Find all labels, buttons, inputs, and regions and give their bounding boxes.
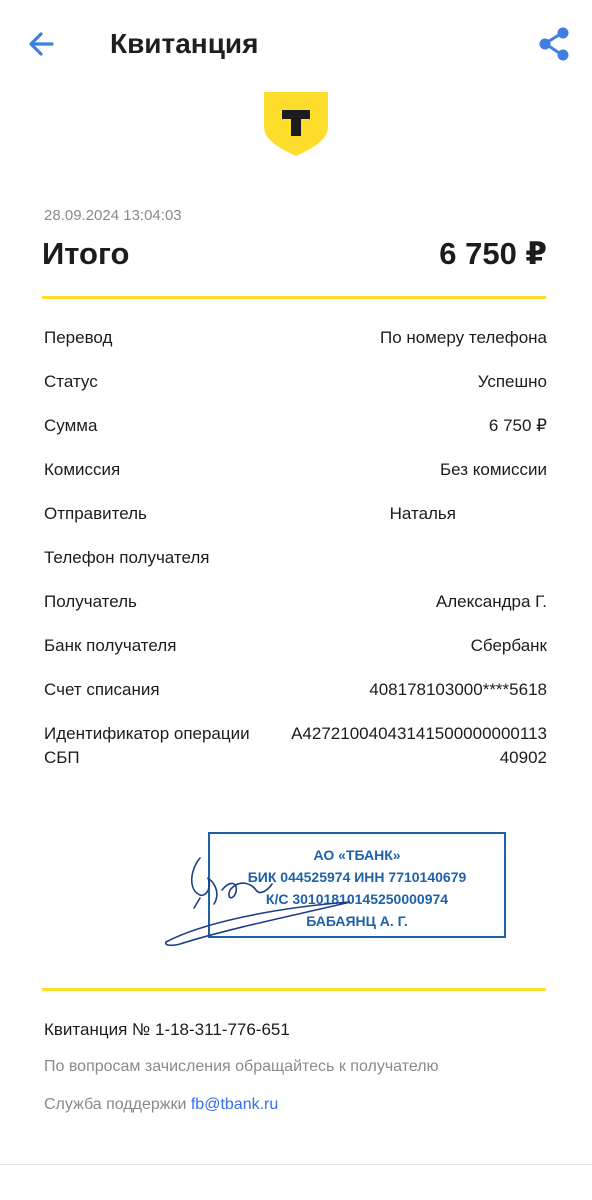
- page-title: Квитанция: [110, 28, 259, 59]
- signature: [160, 850, 360, 960]
- row-value-sbp-id: [291, 722, 547, 770]
- footer-note: По вопросам зачисления обращайтесь к получателю: [44, 1058, 439, 1075]
- share-button[interactable]: [534, 24, 574, 64]
- row-value-recipient: Александра Г.: [435, 592, 547, 611]
- support-email-link[interactable]: fb@tbank.ru: [190, 1096, 279, 1113]
- stamp-correspondent-account: К/С 30101810145250000974: [265, 891, 449, 907]
- divider: [42, 988, 546, 991]
- row-label-sbp-id: [44, 722, 250, 770]
- arrow-left-icon: [24, 26, 60, 62]
- row-value-sbp-id-line2: 40902: [499, 748, 547, 767]
- share-icon: [534, 24, 574, 64]
- row-value-sbp-id-line1: A42721004043141500000000113: [291, 724, 547, 743]
- row-label-recipient-bank: Банк получателя: [44, 636, 177, 655]
- row-value-debit-account: 408178103000****5618: [369, 680, 547, 699]
- row-value-transfer: По номеру телефона: [379, 328, 547, 347]
- row-value-status: Успешно: [477, 372, 547, 391]
- divider: [42, 296, 546, 299]
- row-label-sender: Отправитель: [44, 504, 147, 523]
- stamp-bank-name: АО «ТБАНК»: [313, 847, 401, 863]
- tbank-logo: [264, 92, 328, 156]
- row-label-sbp-id-line2: СБП: [44, 748, 80, 767]
- transaction-datetime: 28.09.2024 13:04:03: [44, 207, 182, 224]
- row-label-debit-account: Счет списания: [44, 680, 160, 699]
- support-label: Служба поддержки: [44, 1096, 191, 1113]
- total-label: Итого: [42, 236, 130, 271]
- row-value-recipient-bank: Сбербанк: [470, 636, 547, 655]
- receipt-number: Квитанция № 1-18-311-776-651: [44, 1020, 290, 1039]
- bottom-divider: [0, 1164, 592, 1165]
- row-label-transfer: Перевод: [44, 328, 113, 347]
- total-amount: 6 750 ₽: [439, 236, 547, 271]
- row-label-amount: Сумма: [44, 416, 98, 435]
- support-line: [44, 1096, 278, 1114]
- row-value-amount: 6 750 ₽: [488, 416, 547, 435]
- back-button[interactable]: [24, 26, 60, 62]
- row-label-commission: Комиссия: [44, 460, 121, 479]
- row-label-status: Статус: [44, 372, 98, 391]
- row-label-recipient: Получатель: [44, 592, 137, 611]
- stamp-signatory: БАБАЯНЦ А. Г.: [306, 913, 408, 929]
- row-value-commission: Без комиссии: [439, 460, 547, 479]
- row-label-sbp-id-line1: Идентификатор операции: [44, 724, 250, 743]
- stamp-bik-inn: БИК 044525974 ИНН 7710140679: [247, 869, 467, 885]
- row-label-recipient-phone: Телефон получателя: [44, 548, 210, 567]
- row-value-sender: Наталья: [389, 504, 456, 523]
